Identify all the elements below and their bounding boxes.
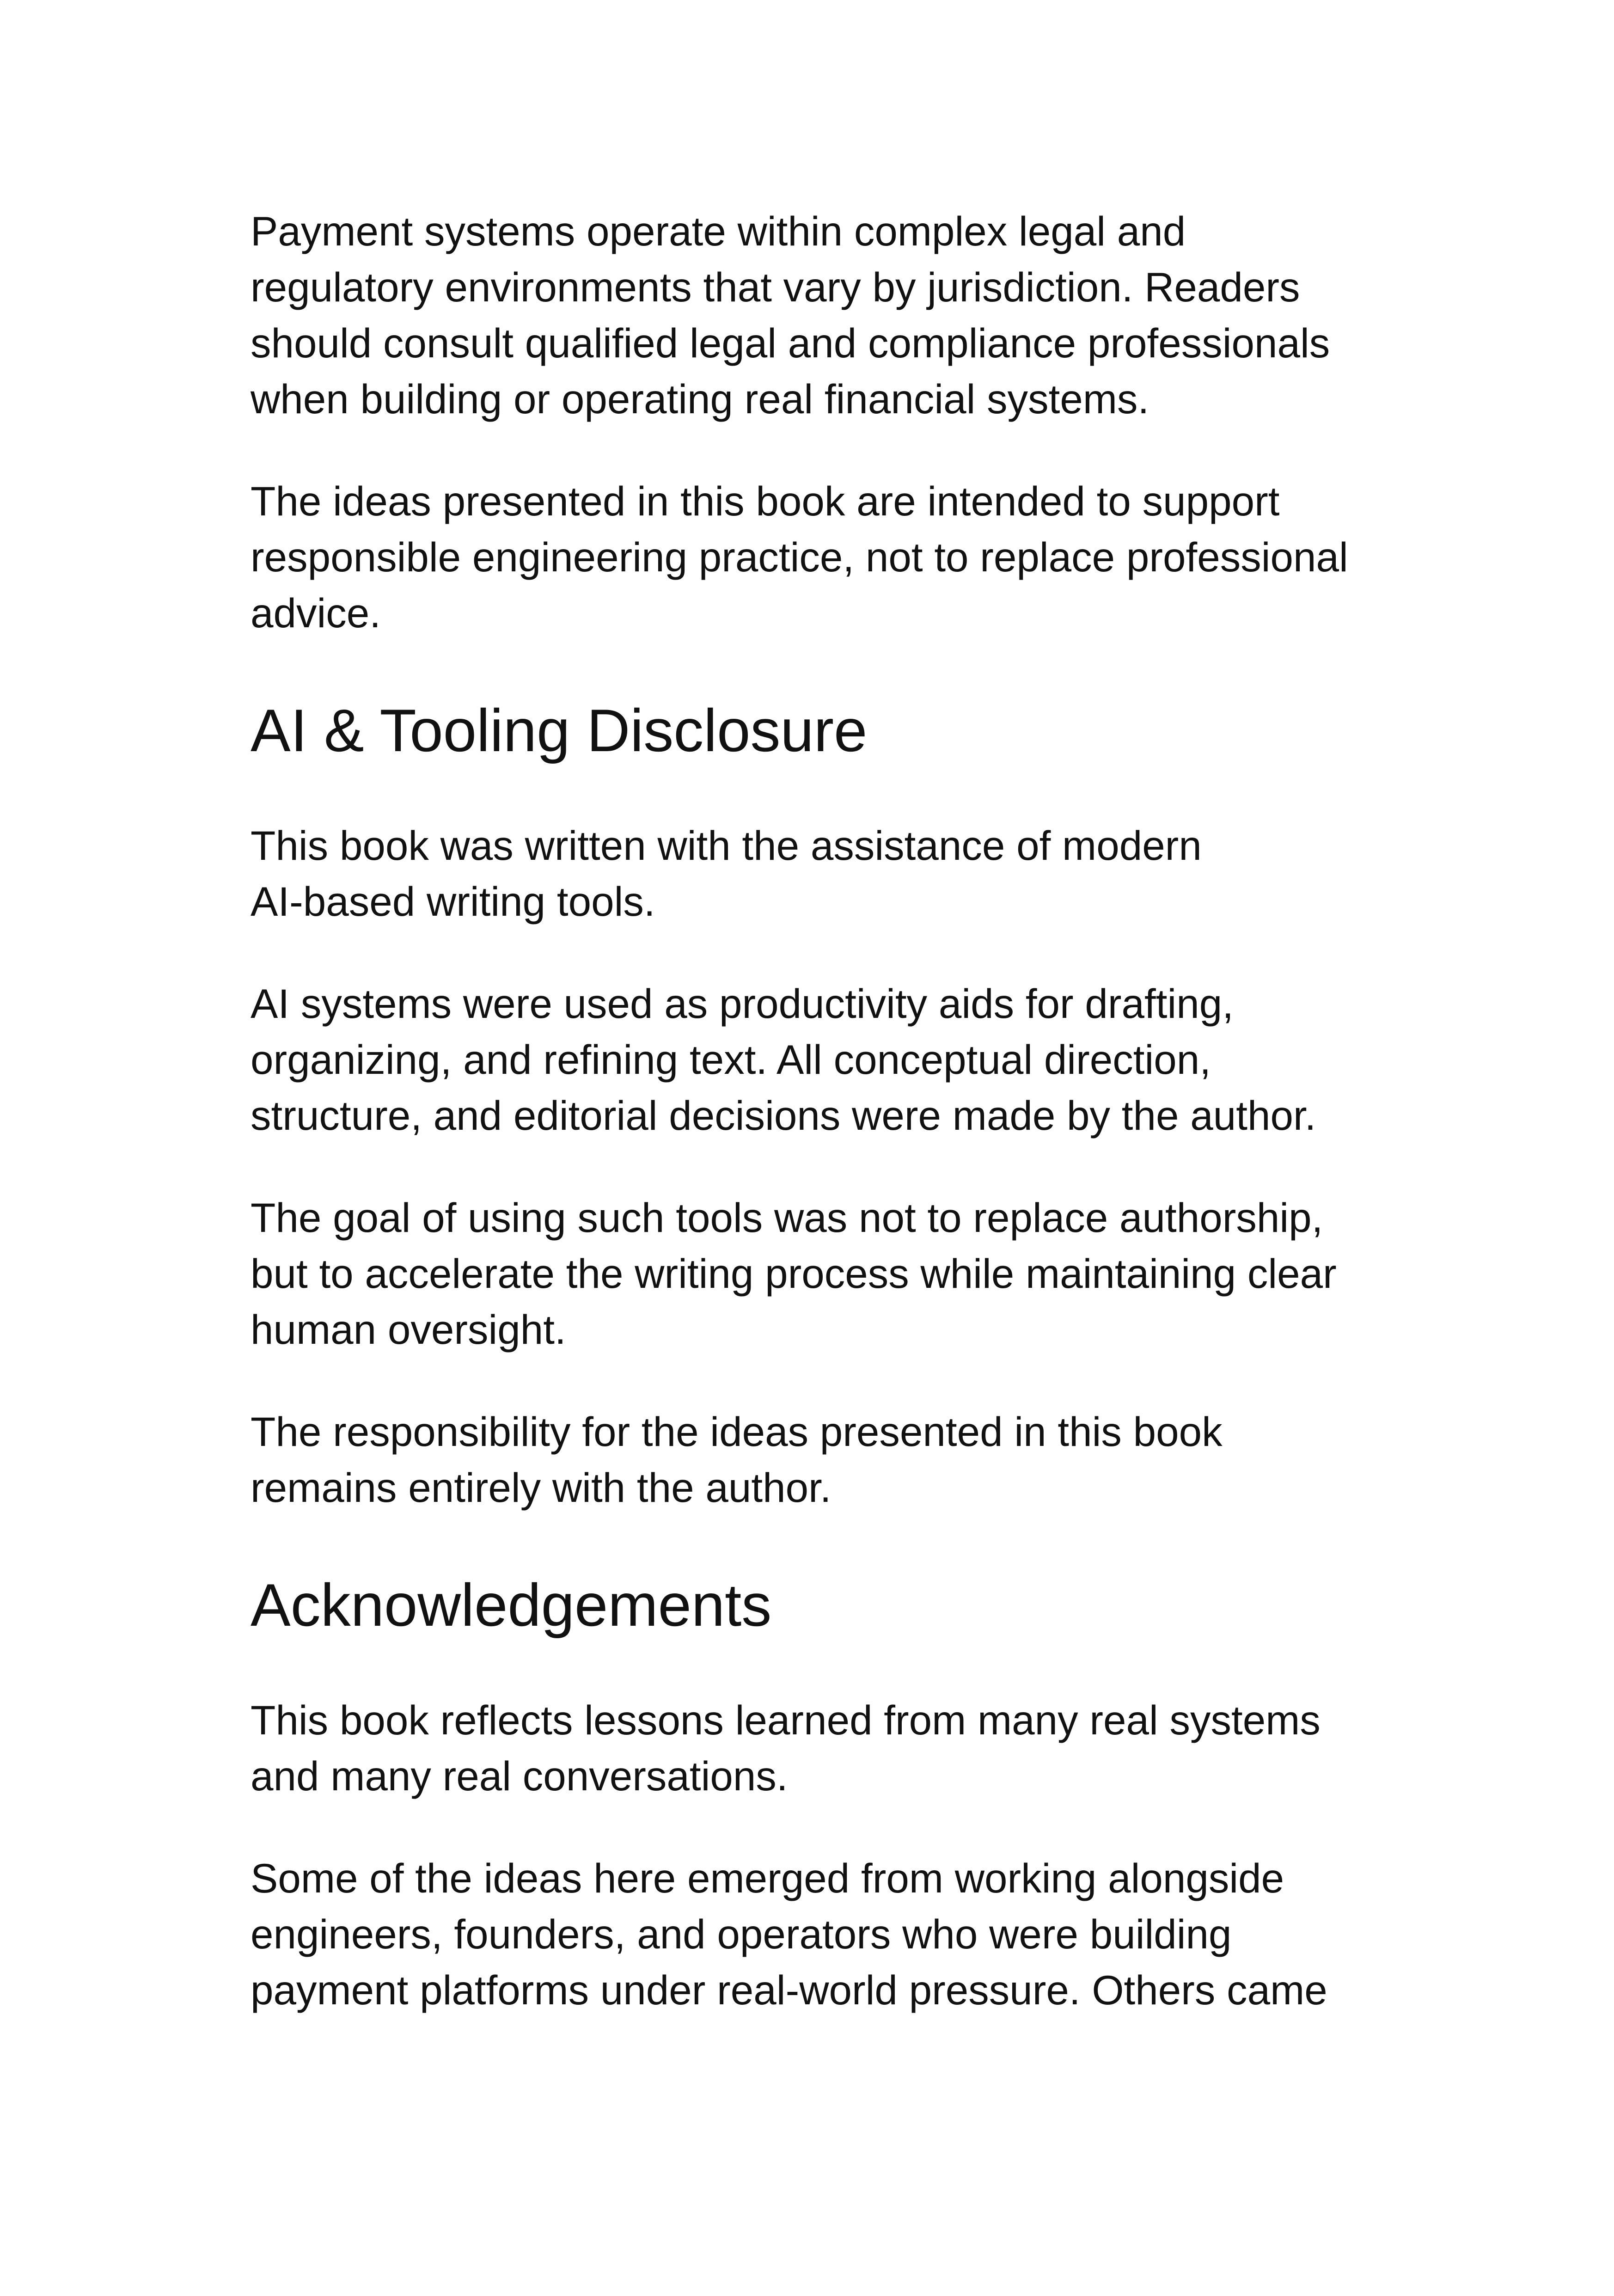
paragraph-ai-usage — [251, 976, 1415, 1144]
text-line: This book reflects lessons learned from many real systems — [251, 1697, 1321, 1743]
text-line: when building or operating real financial systems. — [251, 376, 1149, 422]
paragraph-ack-lessons — [251, 1692, 1415, 1804]
text-line: advice. — [251, 590, 381, 636]
text-line: This book was written with the assistance of modern — [251, 822, 1202, 869]
paragraph-purpose — [251, 473, 1415, 641]
section-heading-ai-disclosure: AI & Tooling Disclosure — [251, 697, 868, 764]
text-line: and many real conversations. — [251, 1753, 788, 1799]
text-line: Some of the ideas here emerged from working alongside — [251, 1855, 1284, 1901]
text-line: organizing, and refining text. All conceptual direction, — [251, 1036, 1211, 1083]
paragraph-ai-goal — [251, 1190, 1415, 1358]
text-line: The responsibility for the ideas presented in this book — [251, 1408, 1223, 1455]
text-line: structure, and editorial decisions were made by the author. — [251, 1092, 1316, 1139]
text-line: The goal of using such tools was not to replace authorship, — [251, 1194, 1323, 1241]
paragraph-ack-origins — [251, 1850, 1415, 2018]
text-line: remains entirely with the author. — [251, 1464, 831, 1511]
page-content — [251, 203, 1415, 2064]
text-line: The ideas presented in this book are intended to support — [251, 478, 1280, 524]
paragraph-ai-assistance — [251, 818, 1415, 930]
text-line: engineers, founders, and operators who were building — [251, 1911, 1232, 1957]
text-line: should consult qualified legal and compliance professionals — [251, 320, 1330, 366]
paragraph-ai-responsibility — [251, 1404, 1415, 1516]
section-heading-acknowledgements: Acknowledgements — [251, 1571, 772, 1639]
text-line: responsible engineering practice, not to replace professional — [251, 534, 1348, 580]
text-line: payment platforms under real-world pressure. Others came — [251, 1967, 1327, 2013]
text-line: AI-based writing tools. — [251, 878, 655, 925]
text-line: regulatory environments that vary by jurisdiction. Readers — [251, 264, 1300, 310]
text-line: but to accelerate the writing process while maintaining clear — [251, 1250, 1337, 1297]
text-line: Payment systems operate within complex legal and — [251, 208, 1186, 254]
text-line: human oversight. — [251, 1306, 566, 1353]
paragraph-legal-notice — [251, 203, 1415, 427]
text-line: AI systems were used as productivity aids for drafting, — [251, 980, 1234, 1027]
